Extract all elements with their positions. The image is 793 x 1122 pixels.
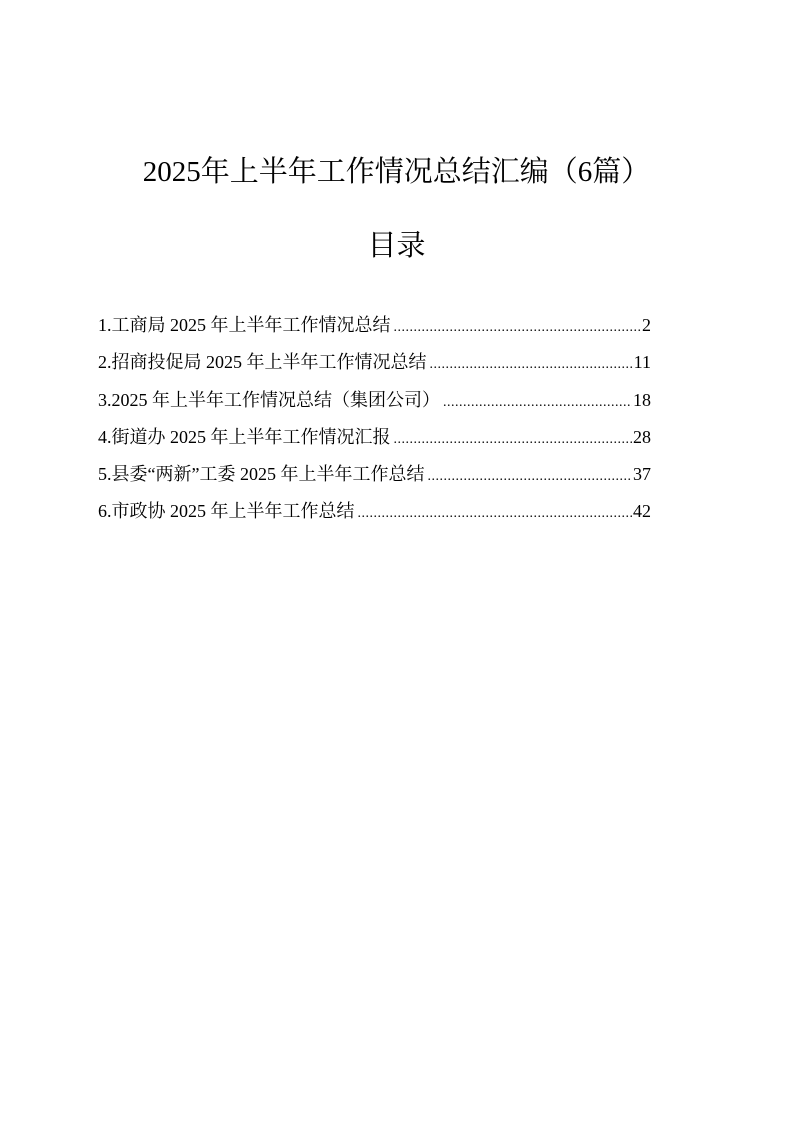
toc-leader-dots bbox=[443, 388, 632, 418]
toc-entry-page: 11 bbox=[633, 352, 651, 373]
toc-entry-page: 2 bbox=[642, 315, 651, 335]
toc-entry[interactable] bbox=[98, 347, 651, 384]
toc-entry[interactable] bbox=[98, 459, 651, 496]
toc-entry-title: 6.市政协 2025 年上半年工作总结 bbox=[98, 501, 355, 522]
toc-entry-title: 4.街道办 2025 年上半年工作情况汇报 bbox=[98, 426, 391, 447]
toc-entry-title: 5.县委“两新”工委 2025 年上半年工作总结 bbox=[98, 464, 425, 485]
table-of-contents bbox=[98, 310, 651, 534]
toc-entry-page: 28 bbox=[633, 426, 651, 447]
toc-leader-dots bbox=[394, 425, 633, 455]
toc-entry-page: 42 bbox=[633, 501, 651, 522]
toc-entry-title: 3.2025 年上半年工作情况总结（集团公司） bbox=[98, 389, 440, 410]
toc-leader-dots bbox=[430, 350, 633, 380]
toc-leader-dots bbox=[394, 313, 642, 343]
toc-entry-title: 1.工商局 2025 年上半年工作情况总结 bbox=[98, 315, 391, 335]
toc-leader-dots bbox=[358, 499, 633, 529]
toc-entry[interactable] bbox=[98, 496, 651, 533]
toc-entry-page: 37 bbox=[633, 464, 651, 485]
toc-leader-dots bbox=[427, 462, 632, 492]
toc-entry-title: 2.招商投促局 2025 年上半年工作情况总结 bbox=[98, 352, 427, 373]
toc-entry[interactable] bbox=[98, 385, 651, 422]
toc-entry[interactable] bbox=[98, 422, 651, 459]
document-title: 2025年上半年工作情况总结汇编（6篇） bbox=[142, 156, 651, 188]
toc-entry-page: 18 bbox=[633, 389, 651, 410]
toc-entry[interactable] bbox=[98, 310, 651, 347]
toc-heading: 目录 bbox=[367, 230, 426, 262]
